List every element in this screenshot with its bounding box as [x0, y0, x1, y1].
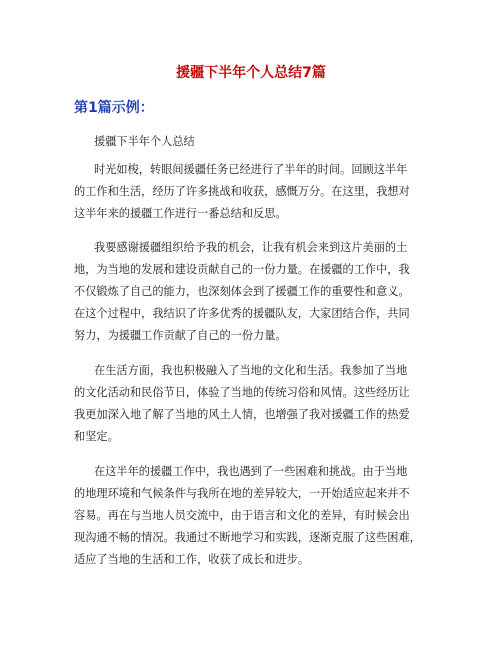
- paragraph-line: 在这半年的援疆工作中，我也遇到了一些困难和挑战。由于当地: [94, 465, 408, 478]
- paragraph-line: 在生活方面，我也积极融入了当地的文化和生活。我参加了当地: [94, 364, 408, 377]
- paragraph-line: 的地理环境和气候条件与我所在地的差异较大，一开始适应起来并不: [74, 487, 410, 500]
- paragraph-line: 现沟通不畅的情况。我通过不断地学习和实践，逐渐克服了这些困难，: [74, 531, 421, 544]
- paragraph-line: 在这个过程中，我结识了许多优秀的援疆队友，大家团结合作，共同: [74, 307, 410, 320]
- paragraph-line: 不仅锻炼了自己的能力，也深刻体会到了援疆工作的重要性和意义。: [74, 285, 410, 298]
- paragraph-line: 我要感谢援疆组织给予我的机会，让我有机会来到这片美丽的土: [94, 241, 408, 254]
- paragraph-line: 的文化活动和民俗节日，体验了当地的传统习俗和风情。这些经历让: [74, 386, 410, 399]
- paragraph-line: 这半年来的援疆工作进行一番总结和反思。: [74, 207, 287, 220]
- paragraph-line: 时光如梭，转眼间援疆任务已经进行了半年的时间。回顾这半年: [94, 163, 408, 176]
- paragraph-line: 适应了当地的生活和工作，收获了成长和进步。: [74, 553, 309, 566]
- paragraph-line: 容易。再在与当地人员交流中，由于语言和文化的差异，有时候会出: [74, 509, 410, 522]
- paragraph-line: 和坚定。: [74, 430, 119, 443]
- paragraph-line: 我更加深入地了解了当地的风土人情，也增强了我对援疆工作的热爱: [74, 408, 410, 421]
- document-title: 援疆下半年个人总结7篇: [176, 65, 326, 81]
- paragraph-line: 地，为当地的发展和建设贡献自己的一份力量。在援疆的工作中，我: [74, 263, 410, 276]
- paragraph-line: 努力，为援疆工作贡献了自己的一份力量。: [74, 329, 287, 342]
- section-subtitle: 援疆下半年个人总结: [94, 135, 195, 148]
- paragraph-line: 的工作和生活，经历了许多挑战和收获，感慨万分。在这里，我想对: [74, 185, 410, 198]
- section-heading: 第1篇示例：: [74, 100, 154, 116]
